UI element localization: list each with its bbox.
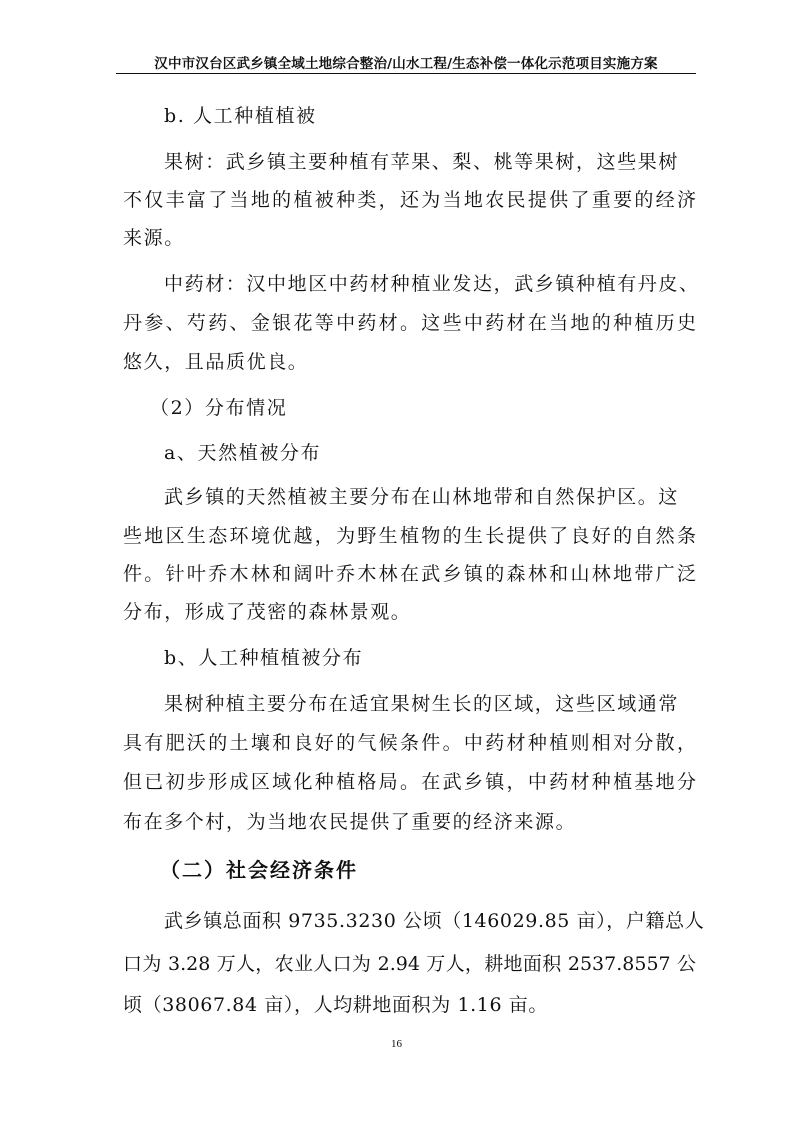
paragraph-line: 来源。 [123,227,185,249]
paragraph-line: 武乡镇的天然植被主要分布在山林地带和自然保护区。这 [164,486,680,508]
paragraph-line: 分布，形成了茂密的森林景观。 [123,601,412,623]
paragraph-line: 些地区生态环境优越，为野生植物的生长提供了良好的自然条 [123,525,696,547]
paragraph-line: 丹参、芍药、金银花等中药材。这些中药材在当地的种植历史 [123,312,696,334]
paragraph-line: 果树：武乡镇主要种植有苹果、梨、桃等果树，这些果树 [164,151,680,173]
paragraph-line: 件。针叶乔木林和阔叶乔木林在武乡镇的森林和山林地带广泛 [123,563,696,585]
subheading-artificial-vegetation: b. 人工种植植被 [164,105,317,127]
paragraph-line: 中药材：汉中地区中药材种植业发达，武乡镇种植有丹皮、 [164,273,700,295]
paragraph-line: 具有肥沃的土壤和良好的气候条件。中药材种植则相对分散， [123,732,696,754]
paragraph-line: 不仅丰富了当地的植被种类，还为当地农民提供了重要的经济 [123,189,696,211]
subheading-artificial-distribution: b、人工种植植被分布 [164,647,364,669]
paragraph-line: 武乡镇总面积 9735.3230 公顷（146029.85 亩），户籍总人 [164,910,705,932]
paragraph-line: 口为 3.28 万人，农业人口为 2.94 万人，耕地面积 2537.8557 公 [123,953,696,975]
paragraph-line: 但已初步形成区域化种植格局。在武乡镇，中药材种植基地分 [123,771,696,793]
paragraph-line: 布在多个村，为当地农民提供了重要的经济来源。 [123,811,577,833]
section-heading-socioeconomic: （二）社会经济条件 [160,858,358,882]
header-title: 汉中市汉台区武乡镇全域土地综合整治/山水工程/生态补偿一体化示范项目实施方案 [154,56,658,72]
paragraph-line: 悠久，且品质优良。 [123,351,309,373]
page-number: 16 [391,1038,402,1050]
subheading-distribution: （2）分布情况 [150,397,288,419]
paragraph-line: 顷（38067.84 亩），人均耕地面积为 1.16 亩。 [123,994,548,1016]
paragraph-line: 果树种植主要分布在适宜果树生长的区域，这些区域通常 [164,693,680,715]
subheading-natural-vegetation: a、天然植被分布 [164,442,322,464]
header-divider [116,73,696,74]
